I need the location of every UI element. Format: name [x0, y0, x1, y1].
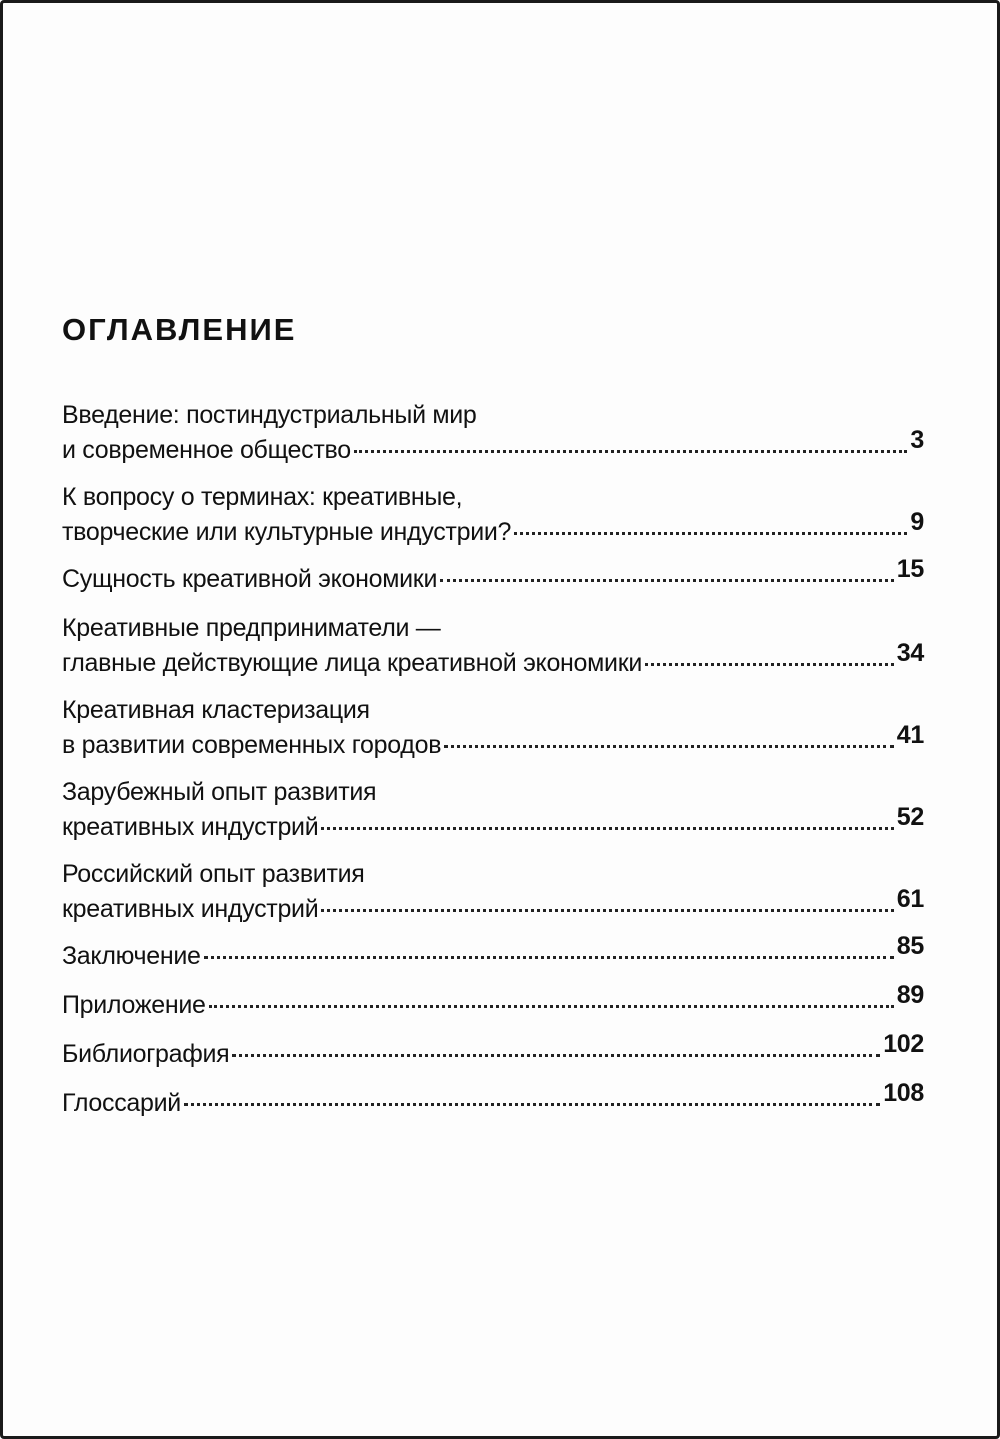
toc-entry-page: 15 — [896, 555, 924, 583]
toc-entry-title: Библиография — [62, 1040, 230, 1068]
toc-entry-page: 9 — [910, 508, 924, 536]
toc-entry-title-line2: в развитии современных городов — [62, 731, 442, 759]
dot-leader — [184, 1103, 880, 1106]
toc-entry-title-line2: и современное общество — [62, 436, 351, 464]
dot-leader — [440, 579, 894, 582]
toc-entry[interactable] — [62, 398, 924, 468]
dot-leader — [514, 532, 907, 535]
toc-entry-title-line2: креативных индустрий — [62, 813, 319, 841]
toc-entry-page: 102 — [883, 1030, 924, 1058]
toc-entry[interactable] — [62, 981, 924, 1023]
dot-leader — [354, 450, 908, 453]
dot-leader — [321, 827, 893, 830]
toc-entry-title-line1: К вопросу о терминах: креативные, — [62, 483, 463, 511]
toc-entry-title-line1: Российский опыт развития — [62, 860, 365, 888]
toc-entry-page: 52 — [896, 803, 924, 831]
toc-heading: ОГЛАВЛЕНИЕ — [62, 312, 297, 347]
toc-entry-page: 61 — [896, 885, 924, 913]
dot-leader — [204, 956, 894, 959]
toc-list — [62, 398, 924, 1135]
dot-leader — [444, 745, 894, 748]
dot-leader — [209, 1005, 894, 1008]
toc-entry-page: 41 — [896, 721, 924, 749]
toc-entry[interactable] — [62, 1079, 924, 1121]
toc-entry-page: 34 — [896, 639, 924, 667]
toc-entry-title-line1: Введение: постиндустриальный мир — [62, 401, 477, 429]
toc-entry[interactable] — [62, 775, 924, 845]
dot-leader — [321, 909, 893, 912]
toc-entry-title: Глоссарий — [62, 1089, 181, 1117]
toc-entry[interactable] — [62, 480, 924, 550]
toc-entry[interactable] — [62, 693, 924, 763]
toc-entry[interactable] — [62, 611, 924, 681]
toc-entry-title-line2: творческие или культурные индустрии? — [62, 518, 512, 546]
toc-entry-title-line2: креативных индустрий — [62, 895, 319, 923]
toc-entry-title: Приложение — [62, 991, 206, 1019]
toc-entry-title-line1: Креативная кластеризация — [62, 696, 370, 724]
toc-entry-page: 85 — [896, 932, 924, 960]
toc-entry-page: 108 — [883, 1079, 924, 1107]
toc-entry[interactable] — [62, 1030, 924, 1072]
toc-entry-title-line1: Креативные предприниматели — — [62, 614, 441, 642]
toc-entry[interactable] — [62, 932, 924, 974]
dot-leader — [645, 663, 894, 666]
toc-entry-title-line2: главные действующие лица креативной экономики — [62, 649, 643, 677]
toc-entry-title: Сущность креативной экономики — [62, 565, 438, 593]
toc-entry-title-line1: Зарубежный опыт развития — [62, 778, 377, 806]
toc-entry-title: Заключение — [62, 942, 201, 970]
toc-entry-page: 89 — [896, 981, 924, 1009]
toc-entry[interactable] — [62, 857, 924, 927]
dot-leader — [232, 1054, 880, 1057]
toc-entry[interactable] — [62, 555, 924, 597]
toc-entry-page: 3 — [910, 426, 924, 454]
